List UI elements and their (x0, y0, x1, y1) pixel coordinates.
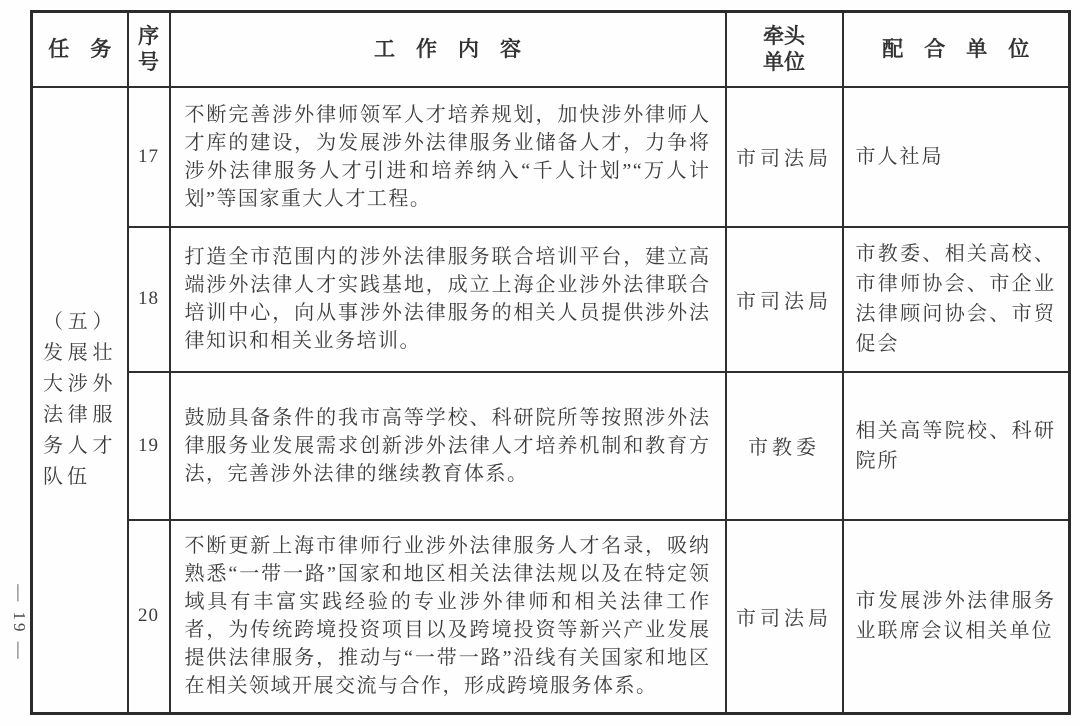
col-header-serial (128, 12, 170, 87)
col-header-coop-unit: 配 合 单 位 (843, 12, 1070, 87)
coop-unit-cell-20: 市发展涉外法律服务业联席会议相关单位 (843, 520, 1070, 714)
serial-cell-18: 18 (128, 227, 170, 372)
page-number: — 19 — (10, 584, 29, 662)
coop-unit-cell-17: 市人社局 (843, 87, 1070, 227)
table-row-19 (32, 372, 1070, 520)
work-plan-table (30, 10, 1071, 715)
serial-cell-20: 20 (128, 520, 170, 714)
col-header-serial-line2: 号 (138, 50, 159, 75)
content-cell-19: 鼓励具备条件的我市高等学校、科研院所等按照涉外法律服务业发展需求创新涉外法律人才培养机制和教育方法，完善涉外法律的继续教育体系。 (170, 372, 726, 520)
col-header-lead-line1: 牵头 (763, 24, 805, 49)
content-cell-17: 不断完善涉外律师领军人才培养规划，加快涉外律师人才库的建设，为发展涉外法律服务业储备人才，力争将涉外法律服务人才引进和培养纳入“千人计划”“万人计划”等国家重大人才工程。 (170, 87, 726, 227)
col-header-task: 任 务 (32, 12, 128, 87)
col-header-content: 工 作 内 容 (170, 12, 726, 87)
content-cell-20: 不断更新上海市律师行业涉外法律服务人才名录，吸纳熟悉“一带一路”国家和地区相关法律法规以及在特定领域具有丰富实践经验的专业涉外律师和相关法律工作者，为传统跨境投资项目以及跨境投资等新兴产业发展提供法律服务，推动与“一带一路”沿线有关国家和地区在相关领域开展交流与合作，形成跨境服务体系。 (170, 520, 726, 714)
col-header-lead-line2: 单位 (763, 50, 805, 75)
table-row-17 (32, 87, 1070, 227)
col-header-serial-line1: 序 (138, 24, 159, 49)
table-row-20 (32, 520, 1070, 714)
lead-unit-cell-18: 市司法局 (726, 227, 843, 372)
table-row-18 (32, 227, 1070, 372)
lead-unit-cell-20: 市司法局 (726, 520, 843, 714)
coop-unit-cell-18: 市教委、相关高校、市律师协会、市企业法律顾问协会、市贸促会 (843, 227, 1070, 372)
task-group-cell: （五）发展壮大涉外法律服务人才队伍 (32, 87, 128, 714)
content-cell-18: 打造全市范围内的涉外法律服务联合培训平台，建立高端涉外法律人才实践基地，成立上海企业涉外法律联合培训中心，向从事涉外法律服务的相关人员提供涉外法律知识和相关业务培训。 (170, 227, 726, 372)
col-header-lead-unit (726, 12, 843, 87)
lead-unit-cell-19: 市教委 (726, 372, 843, 520)
table-header-row (32, 12, 1070, 87)
lead-unit-cell-17: 市司法局 (726, 87, 843, 227)
coop-unit-cell-19: 相关高等院校、科研院所 (843, 372, 1070, 520)
serial-cell-19: 19 (128, 372, 170, 520)
serial-cell-17: 17 (128, 87, 170, 227)
